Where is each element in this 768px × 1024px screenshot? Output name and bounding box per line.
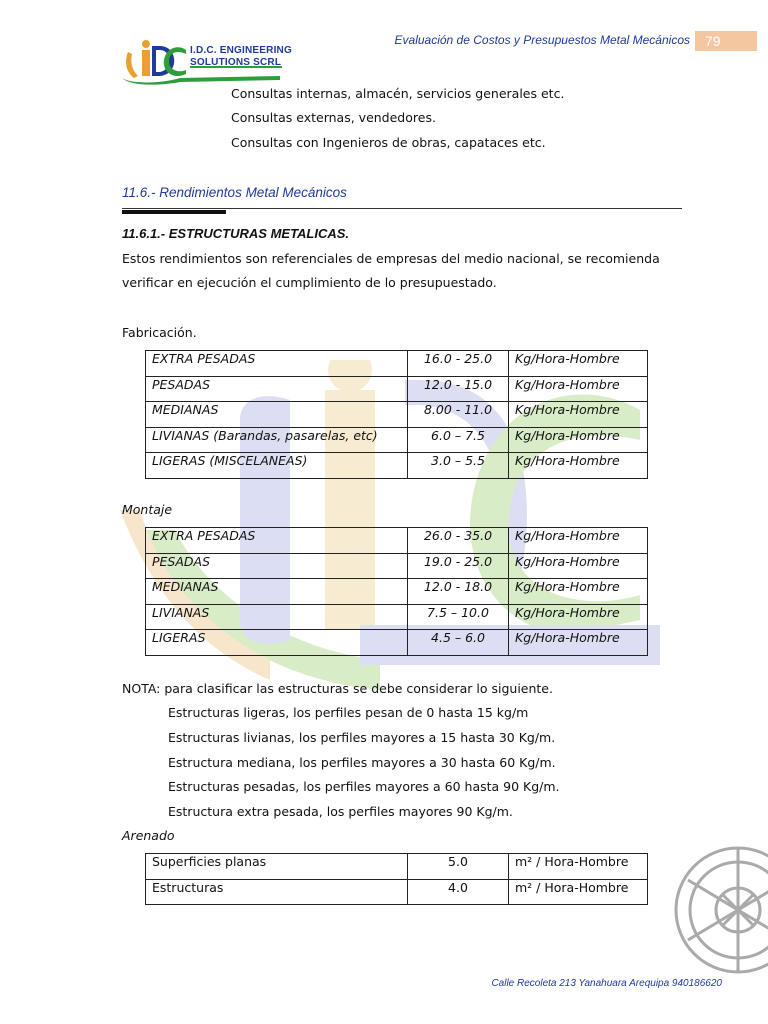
fabricacion-table [145, 350, 648, 479]
table-cell: LIGERAS [146, 630, 408, 656]
montaje-table [145, 527, 648, 656]
table-row [146, 854, 648, 880]
fabricacion-label: Fabricación. [122, 325, 197, 340]
table-cell: m² / Hora-Hombre [509, 879, 648, 905]
table-cell: LIGERAS (MISCELANEAS) [146, 453, 408, 479]
intro-line: Consultas internas, almacén, servicios generales etc. [231, 86, 565, 101]
table-cell: Superficies planas [146, 854, 408, 880]
table-cell: EXTRA PESADAS [146, 528, 408, 554]
seal-watermark [668, 830, 768, 990]
table-cell: 5.0 [408, 854, 509, 880]
table-row [146, 402, 648, 428]
table-row [146, 604, 648, 630]
table-cell: 19.0 - 25.0 [408, 553, 509, 579]
intro-line: Consultas externas, vendedores. [231, 110, 436, 125]
table-cell: PESADAS [146, 553, 408, 579]
table-cell: Kg/Hora-Hombre [509, 579, 648, 605]
table-row [146, 579, 648, 605]
table-row [146, 630, 648, 656]
table-cell: 16.0 - 25.0 [408, 351, 509, 377]
table-cell: Kg/Hora-Hombre [509, 376, 648, 402]
table-cell: MEDIANAS [146, 579, 408, 605]
table-row [146, 427, 648, 453]
intro-line: Consultas con Ingenieros de obras, capataces etc. [231, 135, 546, 150]
table-cell: 3.0 – 5.5 [408, 453, 509, 479]
paragraph-line: verificar en ejecución el cumplimiento de lo presupuestado. [122, 275, 497, 290]
logo-company-suffix: SOLUTIONS SCRL [190, 57, 282, 68]
table-cell: 12.0 - 18.0 [408, 579, 509, 605]
page-number-badge: 79 [695, 31, 757, 51]
nota-line: Estructura extra pesada, los perfiles mayores 90 Kg/m. [168, 804, 513, 819]
montaje-label: Montaje [122, 502, 173, 517]
table-cell: 4.5 – 6.0 [408, 630, 509, 656]
table-cell: 4.0 [408, 879, 509, 905]
nota-intro: NOTA: para clasificar las estructuras se debe considerar lo siguiente. [122, 681, 553, 696]
section-heading: 11.6.- Rendimientos Metal Mecánicos [122, 185, 347, 200]
table-cell: Kg/Hora-Hombre [509, 528, 648, 554]
table-cell: Estructuras [146, 879, 408, 905]
table-cell: 12.0 - 15.0 [408, 376, 509, 402]
footer-address: Calle Recoleta 213 Yanahuara Arequipa 940186620 [491, 978, 722, 989]
table-cell: 6.0 – 7.5 [408, 427, 509, 453]
table-cell: Kg/Hora-Hombre [509, 604, 648, 630]
heading-rule-accent [122, 210, 226, 214]
table-cell: MEDIANAS [146, 402, 408, 428]
arenado-table [145, 853, 648, 905]
table-row [146, 879, 648, 905]
paragraph-line: Estos rendimientos son referenciales de empresas del medio nacional, se recomienda [122, 251, 660, 266]
table-cell: PESADAS [146, 376, 408, 402]
table-cell: Kg/Hora-Hombre [509, 427, 648, 453]
table-cell: LIVIANAS (Barandas, pasarelas, etc) [146, 427, 408, 453]
table-cell: 7.5 – 10.0 [408, 604, 509, 630]
subsection-heading: 11.6.1.- ESTRUCTURAS METALICAS. [122, 226, 350, 241]
table-cell: Kg/Hora-Hombre [509, 453, 648, 479]
table-row [146, 351, 648, 377]
nota-line: Estructura mediana, los perfiles mayores a 30 hasta 60 Kg/m. [168, 755, 556, 770]
table-cell: Kg/Hora-Hombre [509, 553, 648, 579]
table-row [146, 528, 648, 554]
heading-rule [122, 208, 682, 209]
table-row [146, 453, 648, 479]
table-cell: Kg/Hora-Hombre [509, 630, 648, 656]
nota-line: Estructuras pesadas, los perfiles mayores a 60 hasta 90 Kg/m. [168, 779, 560, 794]
arenado-label: Arenado [122, 828, 175, 843]
table-cell: Kg/Hora-Hombre [509, 402, 648, 428]
logo-company-name: I.D.C. ENGINEERING [190, 45, 292, 56]
table-cell: 8.00 - 11.0 [408, 402, 509, 428]
table-cell: m² / Hora-Hombre [509, 854, 648, 880]
document-header-title: Evaluación de Costos y Presupuestos Metal Mecánicos [394, 33, 690, 47]
table-cell: EXTRA PESADAS [146, 351, 408, 377]
table-cell: Kg/Hora-Hombre [509, 351, 648, 377]
nota-line: Estructuras livianas, los perfiles mayores a 15 hasta 30 Kg/m. [168, 730, 556, 745]
table-cell: LIVIANAS [146, 604, 408, 630]
table-cell: 26.0 - 35.0 [408, 528, 509, 554]
nota-line: Estructuras ligeras, los perfiles pesan de 0 hasta 15 kg/m [168, 705, 529, 720]
table-row [146, 553, 648, 579]
table-row [146, 376, 648, 402]
